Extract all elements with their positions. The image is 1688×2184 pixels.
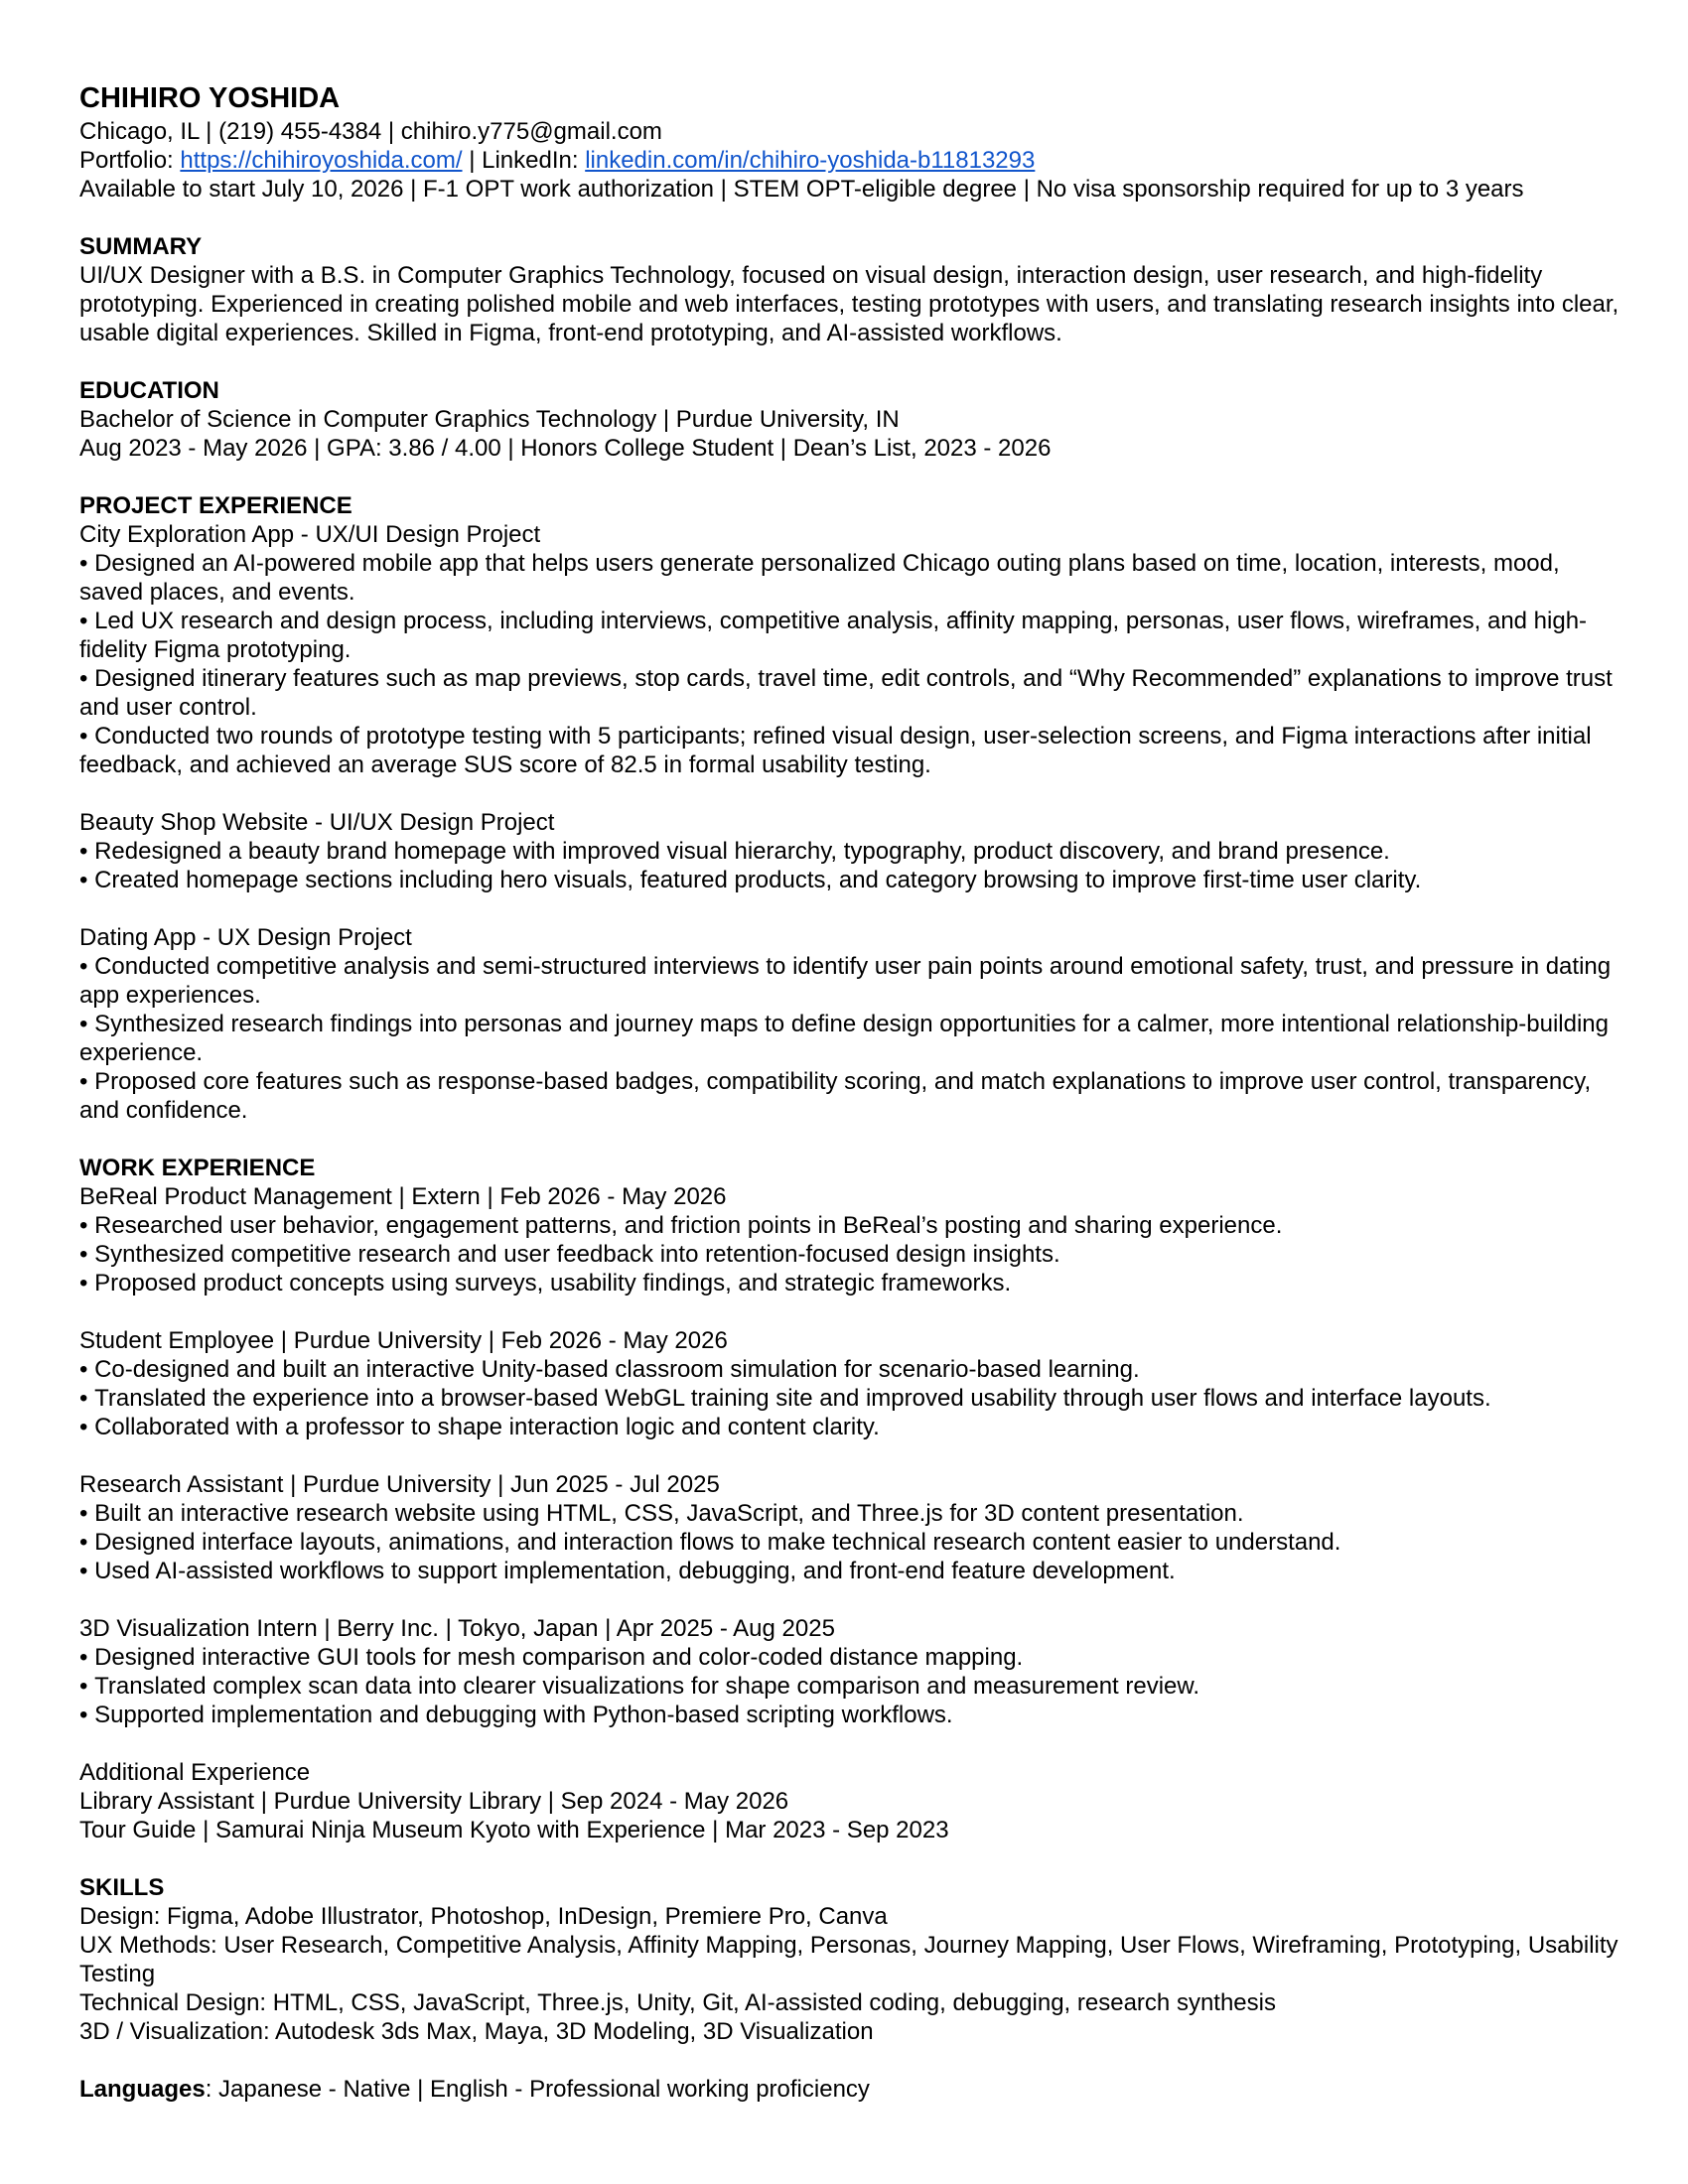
skills-line: Technical Design: HTML, CSS, JavaScript, Three.js, Unity, Git, AI-assisted coding, debugging, research synthesis [79,1989,1276,2016]
summary-section [79,232,1628,347]
bullet-item: • Created homepage sections including hero visuals, featured products, and category browsing to improve first-time user clarity. [79,866,1628,894]
job-entry [79,1470,1628,1585]
contact-line: Chicago, IL | (219) 455-4384 | chihiro.y775@gmail.com [79,118,662,145]
bullet-item: • Used AI-assisted workflows to support implementation, debugging, and front-end feature development. [79,1557,1628,1585]
languages-text: : Japanese - Native | English - Professional working proficiency [205,2076,870,2103]
skills-line: Design: Figma, Adobe Illustrator, Photoshop, InDesign, Premiere Pro, Canva [79,1903,888,1930]
bullet-item: • Designed itinerary features such as map previews, stop cards, travel time, edit controls, and “Why Recommended” explanations to improve trust and user control. [79,664,1628,722]
summary-text: UI/UX Designer with a B.S. in Computer Graphics Technology, focused on visual design, interaction design, user research, and high-fidelity prototyping. Experienced in creating polished mobile and web interfaces, testing prototypes with users, and translating research insights into clear, usable digital experiences. Skilled in Figma, front-end prototyping, and AI-assisted workflows. [79,262,1619,346]
work-heading: WORK EXPERIENCE [79,1155,316,1181]
additional-experience [79,1758,1628,1844]
portfolio-label: Portfolio: [79,147,181,174]
bullet-item: • Researched user behavior, engagement patterns, and friction points in BeReal’s posting and sharing experience. [79,1211,1628,1240]
resume-page [79,79,1628,2104]
bullet-item: • Co-designed and built an interactive Unity-based classroom simulation for scenario-based learning. [79,1355,1628,1384]
bullet-item: • Conducted competitive analysis and semi-structured interviews to identify user pain points around emotional safety, trust, and pressure in dating app experiences. [79,952,1628,1010]
skills-line: 3D / Visualization: Autodesk 3ds Max, Maya, 3D Modeling, 3D Visualization [79,2018,874,2045]
bullet-item: • Supported implementation and debugging with Python-based scripting workflows. [79,1701,1628,1729]
bullet-item: • Designed interface layouts, animations, and interaction flows to make technical research content easier to understand. [79,1528,1628,1557]
project-entry [79,520,1628,779]
resume-header [79,79,1628,204]
bullet-item: • Redesigned a beauty brand homepage with improved visual hierarchy, typography, product discovery, and brand presence. [79,837,1628,866]
projects-section [79,491,1628,1125]
job-title: Research Assistant | Purdue University | Jun 2025 - Jul 2025 [79,1471,720,1498]
bullet-item: • Proposed product concepts using surveys, usability findings, and strategic frameworks. [79,1269,1628,1297]
portfolio-link[interactable]: https://chihiroyoshida.com/ [180,147,463,174]
job-title: BeReal Product Management | Extern | Feb 2026 - May 2026 [79,1183,727,1210]
additional-experience-item: Tour Guide | Samurai Ninja Museum Kyoto with Experience | Mar 2023 - Sep 2023 [79,1817,949,1843]
projects-heading: PROJECT EXPERIENCE [79,492,352,519]
skills-heading: SKILLS [79,1874,165,1901]
languages-label: Languages [79,2076,206,2103]
project-entry [79,923,1628,1125]
bullet-item: • Synthesized research findings into personas and journey maps to define design opportunities for a calmer, more intentional relationship-building experience. [79,1010,1628,1067]
languages-line [79,2075,1628,2104]
project-title: Dating App - UX Design Project [79,924,412,951]
languages-section [79,2075,1628,2104]
work-section [79,1154,1628,1844]
bullet-item: • Designed an AI-powered mobile app that helps users generate personalized Chicago outing plans based on time, location, interests, mood, saved places, and events. [79,549,1628,607]
job-entry [79,1182,1628,1297]
bullet-item: • Led UX research and design process, including interviews, competitive analysis, affinity mapping, personas, user flows, wireframes, and high-fidelity Figma prototyping. [79,607,1628,664]
bullet-item: • Synthesized competitive research and user feedback into retention-focused design insights. [79,1240,1628,1269]
project-title: City Exploration App - UX/UI Design Project [79,521,541,548]
additional-experience-item: Library Assistant | Purdue University Library | Sep 2024 - May 2026 [79,1788,789,1815]
job-entry [79,1326,1628,1441]
availability-line: Available to start July 10, 2026 | F-1 OPT work authorization | STEM OPT-eligible degree | No visa sponsorship required for up to 3 years [79,176,1524,203]
bullet-item: • Translated the experience into a browser-based WebGL training site and improved usability through user flows and interface layouts. [79,1384,1628,1413]
candidate-name: CHIHIRO YOSHIDA [79,82,341,114]
links-line [79,146,1628,175]
linkedin-label: | LinkedIn: [462,147,586,174]
education-details: Aug 2023 - May 2026 | GPA: 3.86 / 4.00 | Honors College Student | Dean’s List, 2023 - 2026 [79,435,1052,462]
linkedin-link[interactable]: linkedin.com/in/chihiro-yoshida-b11813293 [585,147,1036,174]
skills-line: UX Methods: User Research, Competitive Analysis, Affinity Mapping, Personas, Journey Mapping, User Flows, Wireframing, Prototyping, Usability Testing [79,1932,1618,1987]
bullet-item: • Designed interactive GUI tools for mesh comparison and color-coded distance mapping. [79,1643,1628,1672]
job-entry [79,1614,1628,1729]
bullet-item: • Built an interactive research website using HTML, CSS, JavaScript, and Three.js for 3D content presentation. [79,1499,1628,1528]
bullet-item: • Translated complex scan data into clearer visualizations for shape comparison and measurement review. [79,1672,1628,1701]
education-degree: Bachelor of Science in Computer Graphics Technology | Purdue University, IN [79,406,900,433]
bullet-item: • Conducted two rounds of prototype testing with 5 participants; refined visual design, user-selection screens, and Figma interactions after initial feedback, and achieved an average SUS score of 82.5 in formal usability testing. [79,722,1628,779]
additional-experience-title: Additional Experience [79,1759,311,1786]
skills-section [79,1873,1628,2046]
education-heading: EDUCATION [79,377,219,404]
project-entry [79,808,1628,894]
job-title: Student Employee | Purdue University | Feb 2026 - May 2026 [79,1327,728,1354]
education-section [79,376,1628,463]
job-title: 3D Visualization Intern | Berry Inc. | Tokyo, Japan | Apr 2025 - Aug 2025 [79,1615,835,1642]
bullet-item: • Proposed core features such as response-based badges, compatibility scoring, and match explanations to improve user control, transparency, and confidence. [79,1067,1628,1125]
project-title: Beauty Shop Website - UI/UX Design Project [79,809,555,836]
summary-heading: SUMMARY [79,233,203,260]
bullet-item: • Collaborated with a professor to shape interaction logic and content clarity. [79,1413,1628,1441]
